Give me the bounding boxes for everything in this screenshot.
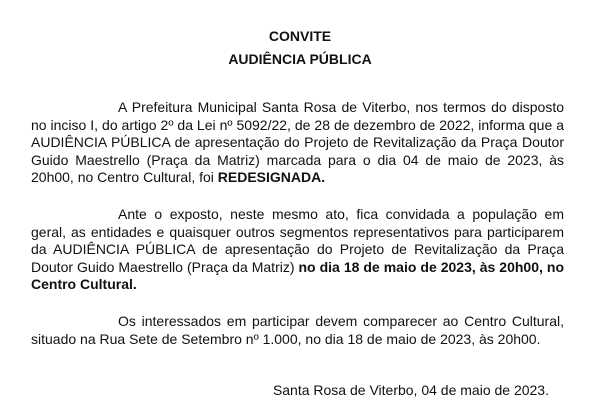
document-subtitle: AUDIÊNCIA PÚBLICA	[228, 51, 372, 67]
paragraph-attendance-text: Os interessados em participar devem comparecer ao Centro Cultural, situado na Rua Sete de Setembro nº 1.000, no dia 18 de maio de 2023, às 20h00.	[31, 313, 564, 347]
paragraph-invitation	[31, 206, 564, 294]
paragraph-redesignation	[31, 99, 564, 187]
paragraph-attendance	[31, 313, 564, 348]
paragraph-redesignation-text: A Prefeitura Municipal Santa Rosa de Viterbo, nos termos do disposto no inciso I, do artigo 2º da Lei nº 5092/22, de 28 de dezembro de 2022, informa que a AUDIÊNCIA PÚBLICA de apresentação do Projeto de Revitalização da Praça Doutor Guido Maestrello (Praça da Matriz) marcada para o dia 04 de maio de 2023, às 20h00, no Centro Cultural, foi	[31, 99, 564, 185]
paragraph-invitation-text: Ante o exposto, neste mesmo ato, fica convidada a população em geral, as entidades e quaisquer outros segmentos representativos para participarem da AUDIÊNCIA PÚBLICA de apresentação do Projeto de Revitalização da Praça Doutor Guido Maestrello (Praça da Matriz)	[31, 206, 564, 275]
paragraph-invitation-emphasis: no dia 18 de maio de 2023, às 20h00, no Centro Cultural.	[31, 258, 564, 292]
document-title: CONVITE	[268, 28, 332, 44]
paragraph-redesignation-emphasis: REDESIGNADA.	[217, 169, 326, 185]
closing-date-line: Santa Rosa de Viterbo, 04 de maio de 2023.	[272, 382, 549, 398]
